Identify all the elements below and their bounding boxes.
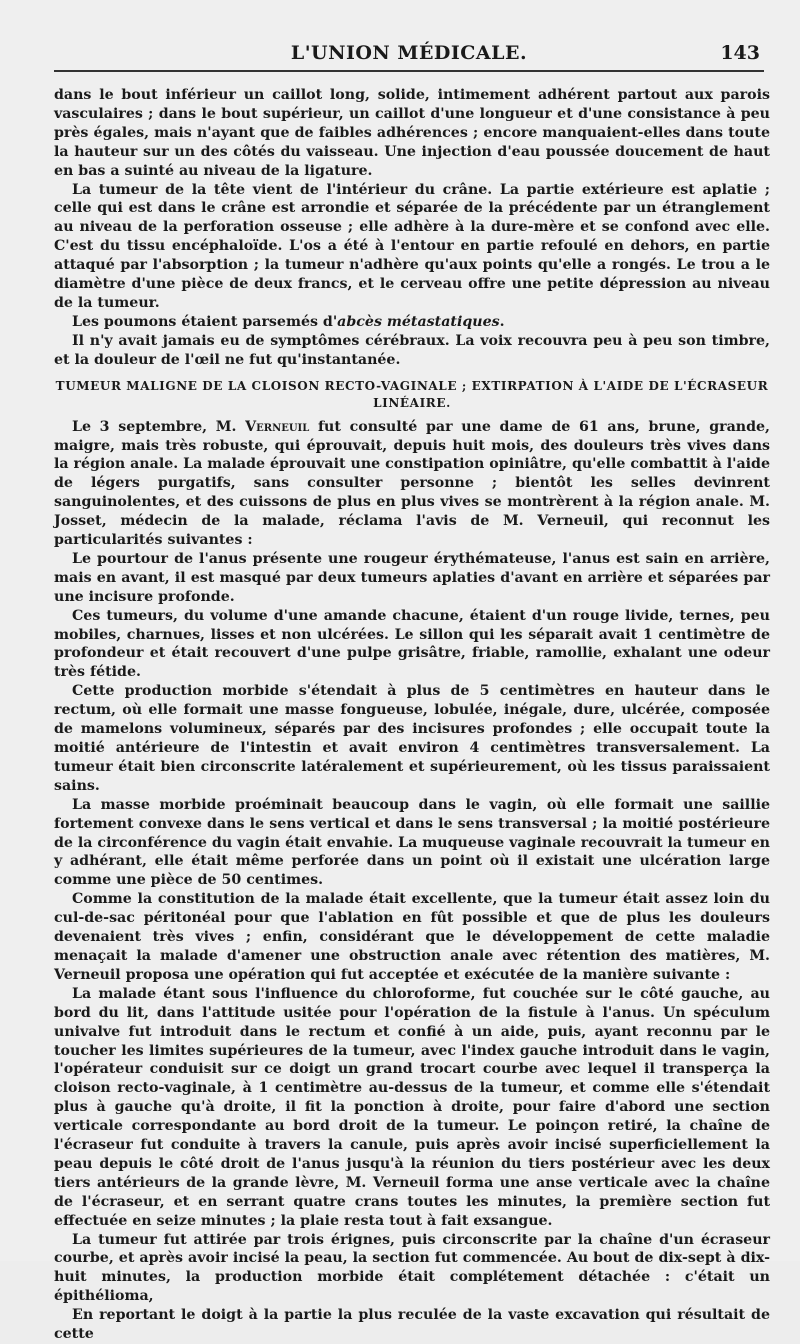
paragraph: dans le bout inférieur un caillot long, solide, intimement adhérent partout aux parois vasculaires ; dans le bout supérieur, un caillot d'une longueur et d'une consistance à peu près égales, mais n'ayant que de faibles adhérences ; encore manquaient-elles dans toute la hauteur sur un des côtés du vaisseau. Une injection d'eau poussée doucement de haut en bas a suinté au niveau de la ligature. bbox=[54, 87, 770, 179]
paragraph: Il n'y avait jamais eu de symptômes cérébraux. La voix recouvra peu à peu son timbre, et la douleur de l'œil ne fut qu'instantanée. bbox=[54, 332, 770, 368]
text-run: fut consulté par une dame de 61 ans, brune, grande, maigre, mais très robuste, qui éprouvait, depuis huit mois, des douleurs très vives dans la région anale. La malade éprouvait une constipation opiniâtre, qu'elle combattit à l'aide de légers purgatifs, sans consulter personne ; bientôt les selles devinrent sanguinolentes, et des cuissons de plus en plus vives se montrèrent à la région anale. M. Josset, médecin de la malade, réclama l'avis de M. Verneuil, qui reconnut les particularités suivantes : bbox=[54, 418, 770, 549]
running-title: L'UNION MÉDICALE. bbox=[290, 42, 528, 64]
paragraph-consult bbox=[54, 418, 770, 550]
paragraph: La tumeur de la tête vient de l'intérieur du crâne. La partie extérieure est aplatie ; celle qui est dans le crâne est arrondie et séparée de la précédente par un étranglement au niveau de la perforation osseuse ; elle adhère à la dure-mère et se confond avec elle. C'est du tissu encéphaloïde. L'os a été à l'entour en partie refoulé en dehors, en partie attaqué par l'absorption ; la tumeur n'adhère qu'aux points qu'elle a rongés. Le trou a le diamètre d'une pièce de deux francs, et le cerveau offre une petite dépression au niveau de la tumeur. bbox=[54, 181, 770, 311]
page-number: 143 bbox=[720, 42, 760, 64]
paragraph: Comme la constitution de la malade était excellente, que la tumeur était assez loin du cul-de-sac péritonéal pour que l'ablation en fût possible et que de plus les douleurs devenaient très vives ; enfin, considérant que le développement de cette maladie menaçait la malade d'amener une obstruction anale avec rétention des matières, M. Verneuil proposa une opération qui fut acceptée et exécutée de la manière suivante : bbox=[54, 891, 770, 983]
article-body bbox=[54, 86, 770, 1344]
paragraph: La masse morbide proéminait beaucoup dans le vagin, où elle formait une saillie fortement convexe dans le sens vertical et dans le sens transversal ; la moitié postérieure de la circonférence du vagin était envahie. La muqueuse vaginale recouvrait la tumeur en y adhérant, elle était même perforée dans un point où il existait une ulcération large comme une pièce de 50 centimes. bbox=[54, 796, 770, 889]
italic-term: abcès métastatiques bbox=[337, 313, 500, 330]
paragraph: En reportant le doigt à la partie la plus reculée de la vaste excavation qui résultait de cette bbox=[54, 1307, 770, 1343]
paragraph: La malade étant sous l'influence du chloroforme, fut couchée sur le côté gauche, au bord du lit, dans l'attitude usitée pour l'opération de la fistule à l'anus. Un spéculum univalve fut introduit dans le rectum et confié à un aide, puis, ayant reconnu par le toucher les limites supérieures de la tumeur, avec l'index gauche introduit dans le vagin, l'opérateur conduisit sur ce doigt un grand trocart courbe avec lequel il transperça la cloison recto-vaginale, à 1 centimètre au-dessus de la tumeur, et comme elle s'étendait plus à gauche qu'à droite, il fit la ponction à droite, pour faire d'abord une section verticale correspondante au bord droit de la tumeur. Le poinçon retiré, la chaîne de l'écraseur fut conduite à travers la canule, puis après avoir incisé superficiellement la peau depuis le côté droit de l'anus jusqu'à la réunion du tiers postérieur avec les deux tiers antérieurs de la grande lèvre, M. Verneuil forma une anse verticale avec la chaîne de l'écraseur, et en serrant quatre crans toutes les minutes, la première section fut effectuée en seize minutes ; la plaie resta tout à fait exsangue. bbox=[54, 985, 770, 1229]
text-run: Le 3 septembre, M. bbox=[72, 418, 246, 435]
paragraph: Le pourtour de l'anus présente une rougeur érythémateuse, l'anus est sain en arrière, mais en avant, il est masqué par deux tumeurs aplaties d'avant en arrière et séparées par une incisure profonde. bbox=[54, 550, 770, 605]
paragraph: La tumeur fut attirée par trois érignes, puis circonscrite par la chaîne d'un écraseur courbe, et après avoir incisé la peau, la section fut commencée. Au bout de dix-sept à dix-huit minutes, la production morbide était complétement détachée : c'était un épithélioma, bbox=[54, 1231, 770, 1305]
author-name: Verneuil bbox=[245, 418, 310, 435]
section-heading: TUMEUR MALIGNE DE LA CLOISON RECTO-VAGINALE ; EXTIRPATION À L'AIDE DE L'ÉCRASEUR LINÉAIRE. bbox=[55, 378, 769, 410]
text-run: Les poumons étaient parsemés d' bbox=[72, 313, 338, 330]
page-header bbox=[54, 34, 764, 72]
paragraph: Ces tumeurs, du volume d'une amande chacune, étaient d'un rouge livide, ternes, peu mobiles, charnues, lisses et non ulcérées. Le sillon qui les séparait avait 1 centimètre de profondeur et était recouvert d'une pulpe grisâtre, friable, ramollie, exhalant une odeur très fétide. bbox=[54, 607, 770, 681]
paragraph-poumons bbox=[54, 313, 770, 332]
paragraph: Cette production morbide s'étendait à plus de 5 centimètres en hauteur dans le rectum, où elle formait une masse fongueuse, lobulée, inégale, dure, ulcérée, composée de mamelons volumineux, séparés par des incisures profondes ; elle occupait toute la moitié antérieure de l'intestin et avait environ 4 centimètres transversalement. La tumeur était bien circonscrite latéralement et supérieurement, où les tissus paraissaient sains. bbox=[54, 683, 770, 794]
text-run: . bbox=[499, 313, 505, 330]
